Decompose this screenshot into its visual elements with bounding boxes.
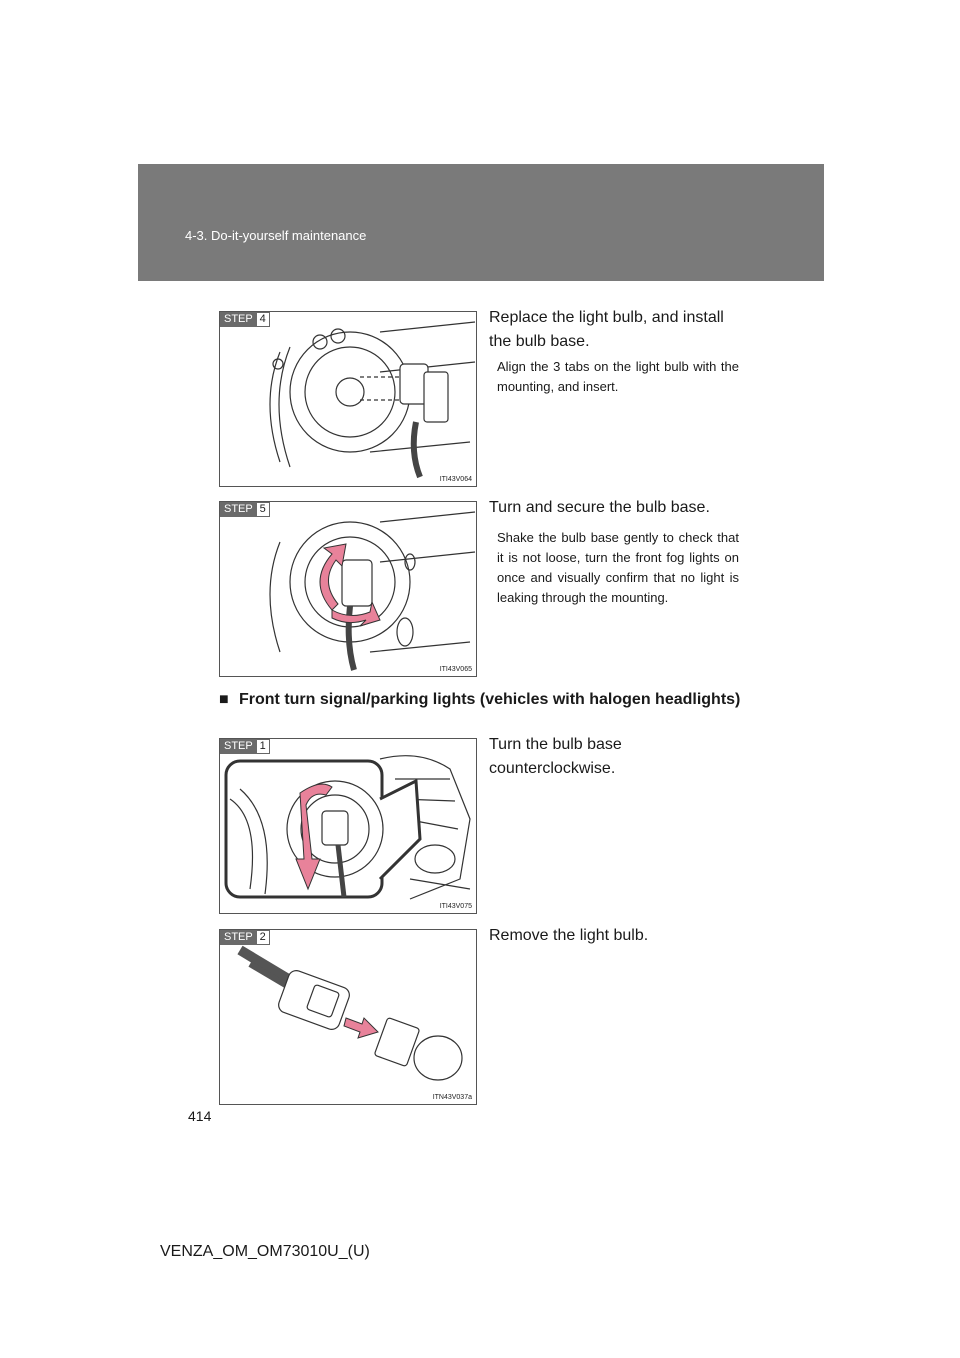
step-badge: STEP 4 <box>220 312 270 327</box>
figure-code: ITI43V065 <box>439 666 472 673</box>
figure-step-2 <box>219 929 477 1105</box>
page-number: 414 <box>188 1108 212 1124</box>
bulb-remove-illustration <box>220 930 476 1104</box>
bulb-install-illustration <box>220 312 476 486</box>
step-5-instruction: Turn and secure the bulb base. <box>489 499 710 516</box>
figure-step-1 <box>219 738 477 914</box>
bullet-square-icon: ■ <box>219 691 229 708</box>
step-2-instruction: Remove the light bulb. <box>489 927 649 944</box>
step-4-note: Align the 3 tabs on the light bulb with the mounting, and insert. <box>497 359 739 394</box>
figure-code: ITN43V037a <box>432 1094 472 1101</box>
bulb-base-turn-illustration <box>220 739 476 913</box>
step-1-instruction: Turn the bulb base counterclockwise. <box>489 736 622 777</box>
step-4-instruction: Replace the light bulb, and install the bulb base. <box>489 309 724 350</box>
section-heading-text: Front turn signal/parking lights (vehicles with halogen headlights) <box>239 691 741 708</box>
figure-code: ITI43V064 <box>439 476 472 483</box>
section-title: 4-3. Do-it-yourself maintenance <box>185 228 367 243</box>
figure-code: ITI43V075 <box>439 903 472 910</box>
figure-step-4 <box>219 311 477 487</box>
document-code: VENZA_OM_OM73010U_(U) <box>160 1243 370 1260</box>
step-badge: STEP 2 <box>220 930 270 945</box>
step-5-note: Shake the bulb base gently to check that it is not loose, turn the front fog lights on once and visually confirm that no light is leaking through the mounting. <box>497 530 739 605</box>
section-heading <box>219 688 741 712</box>
header-band <box>138 164 824 281</box>
step-badge: STEP 5 <box>220 502 270 517</box>
bulb-secure-illustration <box>220 502 476 676</box>
step-badge: STEP 1 <box>220 739 270 754</box>
figure-step-5 <box>219 501 477 677</box>
